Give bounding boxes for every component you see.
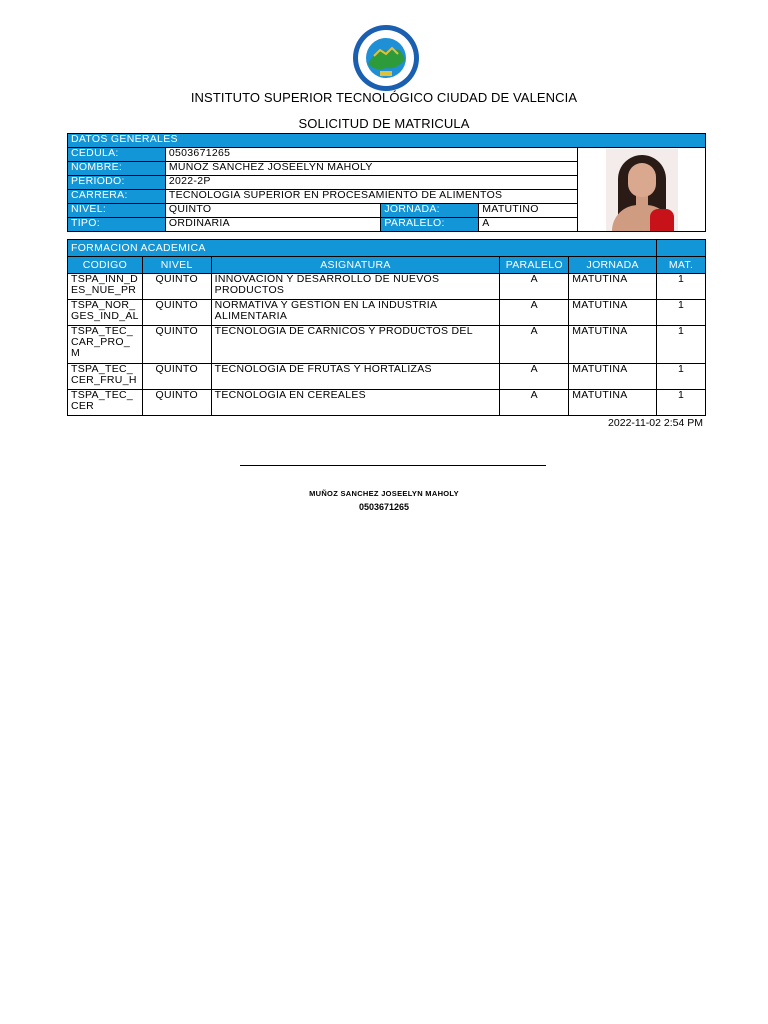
cell-mat: 1 <box>657 326 706 364</box>
cell-jornada: MATUTINA <box>569 364 657 390</box>
cell-asignatura: TECNOLOGIA DE FRUTAS Y HORTALIZAS <box>211 364 500 390</box>
col-header-nivel: NIVEL <box>142 257 211 274</box>
cell-jornada: MATUTINA <box>569 300 657 326</box>
tipo-value: ORDINARIA <box>165 218 381 232</box>
academic-table <box>67 239 706 416</box>
academic-section-header: FORMACION ACADEMICA <box>68 240 657 257</box>
cell-paralelo: A <box>500 300 569 326</box>
nivel-value: QUINTO <box>165 204 381 218</box>
cedula-label: CEDULA: <box>68 148 166 162</box>
cell-jornada: MATUTINA <box>569 326 657 364</box>
nombre-value: MUÑOZ SANCHEZ JOSEELYN MAHOLY <box>165 162 577 176</box>
signature-line <box>240 465 546 466</box>
table-row <box>68 390 706 416</box>
table-row <box>68 326 706 364</box>
cell-mat: 1 <box>657 274 706 300</box>
cell-mat: 1 <box>657 300 706 326</box>
cell-codigo: TSPA_TEC_ CER_FRU_H <box>68 364 143 390</box>
periodo-value: 2022-2P <box>165 176 577 190</box>
cedula-value: 0503671265 <box>165 148 577 162</box>
cell-mat: 1 <box>657 364 706 390</box>
cell-codigo: TSPA_TEC_ CAR_PRO_ M <box>68 326 143 364</box>
cell-asignatura: INNOVACIÓN Y DESARROLLO DE NUEVOS PRODUCTOS <box>211 274 500 300</box>
cell-asignatura: TECNOLOGIA DE CARNICOS Y PRODUCTOS DEL <box>211 326 500 364</box>
col-header-jornada: JORNADA <box>569 257 657 274</box>
col-header-paralelo: PARALELO <box>500 257 569 274</box>
timestamp: 2022-11-02 2:54 PM <box>608 417 703 429</box>
photo-cell <box>578 148 706 232</box>
periodo-label: PERIODO: <box>68 176 166 190</box>
document-title: SOLICITUD DE MATRICULA <box>298 116 470 131</box>
paralelo-label: PARALELO: <box>381 218 479 232</box>
cell-nivel: QUINTO <box>142 390 211 416</box>
general-section-header: DATOS GENERALES <box>68 134 706 148</box>
cell-paralelo: A <box>500 364 569 390</box>
student-photo <box>606 149 678 231</box>
col-header-asignatura: ASIGNATURA <box>211 257 500 274</box>
institution-name: INSTITUTO SUPERIOR TECNOLÓGICO CIUDAD DE VALENCIA <box>190 90 578 105</box>
cell-asignatura: NORMATIVA Y GESTIÓN EN LA INDUSTRIA ALIMENTARIA <box>211 300 500 326</box>
paralelo-value: A <box>479 218 578 232</box>
academic-section-header-end <box>657 240 706 257</box>
cell-jornada: MATUTINA <box>569 274 657 300</box>
cell-nivel: QUINTO <box>142 326 211 364</box>
col-header-mat: MAT. <box>657 257 706 274</box>
cell-jornada: MATUTINA <box>569 390 657 416</box>
cell-nivel: QUINTO <box>142 300 211 326</box>
cell-nivel: QUINTO <box>142 364 211 390</box>
table-row <box>68 274 706 300</box>
cell-paralelo: A <box>500 390 569 416</box>
carrera-label: CARRERA: <box>68 190 166 204</box>
cell-mat: 1 <box>657 390 706 416</box>
cell-codigo: TSPA_INN_D ES_NUE_PR <box>68 274 143 300</box>
signature-id: 0503671265 <box>358 502 410 512</box>
jornada-value: MATUTINO <box>479 204 578 218</box>
tipo-label: TIPO: <box>68 218 166 232</box>
carrera-value: TECNOLOGIA SUPERIOR EN PROCESAMIENTO DE ALIMENTOS <box>165 190 577 204</box>
signature-name: MUÑOZ SANCHEZ JOSEELYN MAHOLY <box>309 489 459 498</box>
cell-codigo: TSPA_NOR_ GES_IND_AL <box>68 300 143 326</box>
nombre-label: NOMBRE: <box>68 162 166 176</box>
table-row <box>68 300 706 326</box>
jornada-label: JORNADA: <box>381 204 479 218</box>
table-row <box>68 364 706 390</box>
cell-nivel: QUINTO <box>142 274 211 300</box>
cell-codigo: TSPA_TEC_ CER <box>68 390 143 416</box>
cell-paralelo: A <box>500 274 569 300</box>
general-data-table <box>67 133 706 232</box>
nivel-label: NIVEL: <box>68 204 166 218</box>
col-header-codigo: CODIGO <box>68 257 143 274</box>
cell-asignatura: TECNOLOGÍA EN CEREALES <box>211 390 500 416</box>
institution-logo <box>350 24 422 92</box>
cell-paralelo: A <box>500 326 569 364</box>
